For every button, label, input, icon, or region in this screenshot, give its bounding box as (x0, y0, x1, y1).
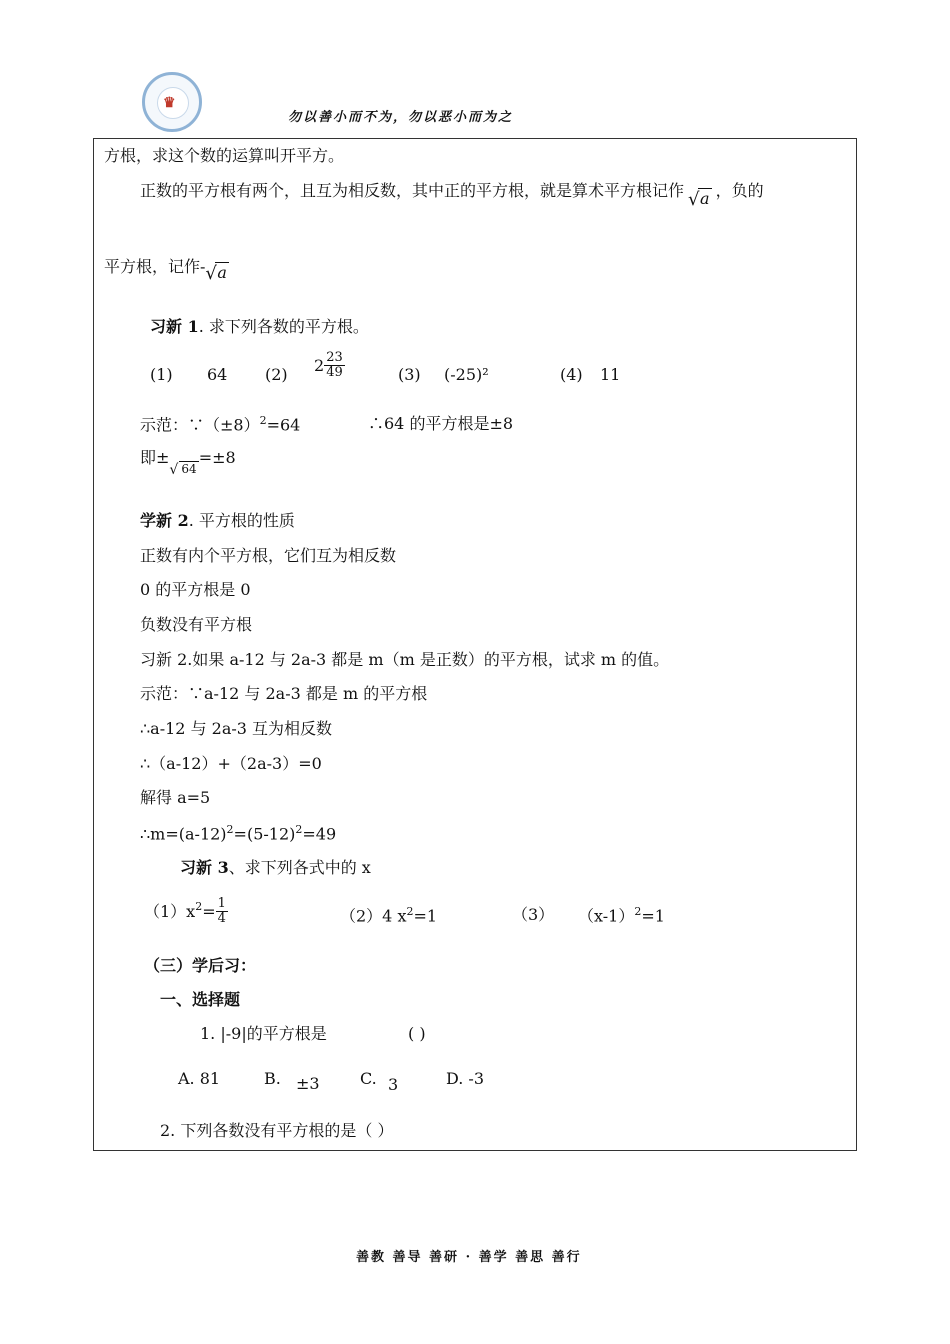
q1-option-c-label: C. (360, 1069, 377, 1088)
positive-root-tail: ，负的 (715, 181, 764, 200)
ex3-item-3-exponent: 2 (634, 905, 642, 918)
ex1-item-4-value: 11 (600, 365, 621, 384)
ex3-item-1-prefix: （1）x (144, 902, 196, 922)
exercise-1-heading (150, 317, 369, 336)
exercise-2: 习新 2.如果 a-12 与 2a-3 都是 m（m 是正数）的平方根，试求 m 的值。 (140, 650, 670, 669)
fraction-numerator: 23 (326, 350, 343, 365)
q1-option-b-label: B. (264, 1069, 281, 1088)
ex1-item-4-label: (4) (560, 365, 583, 384)
demo-2-exponent-1: 2 (226, 823, 234, 836)
question-1-blank: ( ) (408, 1024, 426, 1043)
sqrt-64-symbol: √ 64 (169, 462, 197, 478)
ex1-item-1-label: (1) (150, 365, 173, 384)
ex3-item-2-exponent: 2 (406, 905, 414, 918)
ex3-item-1-exponent: 2 (195, 899, 203, 913)
demo-1-line (140, 414, 300, 435)
ex3-item-2-equals: =1 (413, 906, 438, 926)
demo-1-exponent: 2 (259, 414, 267, 427)
ex3-item-3 (578, 905, 665, 926)
intro-line: 方根，求这个数的运算叫开平方。 (104, 146, 345, 165)
q1-option-a: A. 81 (178, 1069, 221, 1088)
learn-2-heading (140, 511, 295, 530)
school-logo (142, 72, 202, 132)
demo-2-part-3: =49 (302, 824, 337, 844)
q1-option-c-value: 3 (388, 1075, 399, 1094)
logo-emblem-icon (157, 87, 189, 119)
demo-1-prefix: 示范：∵（±8） (140, 415, 260, 435)
footer-slogan: 善教 善导 善研 · 善学 善思 善行 (356, 1250, 582, 1265)
fraction-numerator: 1 (217, 896, 226, 911)
demo-1-result (140, 448, 236, 478)
demo-2-line-3: ∴（a-12）+（2a-3）=0 (140, 754, 322, 773)
negative-root-line (104, 257, 229, 284)
demo-1-conclusion: ∴64 的平方根是±8 (368, 414, 514, 433)
ex3-item-3-equals: =1 (641, 906, 665, 926)
positive-root-line (140, 181, 764, 210)
ex1-item-2-fraction (324, 351, 345, 381)
property-2: 0 的平方根是 0 (140, 580, 251, 599)
ex3-item-1-fraction (216, 897, 228, 927)
ex1-item-2-whole: 2 (314, 356, 325, 376)
header-motto: 勿以善小而不为，勿以恶小而为之 (288, 110, 514, 125)
learn-2-text: . 平方根的性质 (188, 511, 295, 530)
sqrt-a-radicand: a (700, 189, 710, 208)
exercise-1-title: 习新 1 (150, 317, 199, 336)
question-1-stem: 1. |-9|的平方根是 (200, 1024, 327, 1043)
negative-root-text: 平方根，记作- (104, 257, 206, 276)
ex3-item-2 (340, 905, 437, 926)
ex3-item-1-equals: = (202, 902, 216, 922)
demo-2-part-2: =(5-12) (233, 824, 296, 844)
fraction-denominator: 4 (217, 911, 226, 927)
logo-mark-icon: ♛ (163, 95, 176, 111)
sqrt-a-symbol: √ a (688, 189, 710, 210)
sqrt-64-radicand: 64 (181, 462, 197, 476)
demo-2-part-1: ∴m=(a-12) (140, 824, 227, 844)
ex3-item-2-prefix: （2）4 x (340, 906, 407, 926)
question-2-stem: 2. 下列各数没有平方根的是（ ） (160, 1121, 394, 1140)
ex3-item-3-prefix: （x-1） (578, 906, 635, 926)
q1-option-d: D. -3 (446, 1069, 485, 1088)
ex1-item-2-label: (2) (265, 365, 288, 384)
exercise-3-text: 、求下列各式中的 x (228, 858, 371, 877)
demo-1-result-prefix: 即± (140, 448, 170, 467)
sqrt-neg-a-symbol: √ a (205, 263, 227, 284)
exercise-3-title: 习新 3 (180, 858, 229, 877)
demo-2-line-2: ∴a-12 与 2a-3 互为相反数 (140, 719, 333, 738)
ex1-item-1-value: 64 (207, 365, 228, 384)
demo-1-suffix: =64 (266, 415, 301, 435)
sqrt-neg-a-radicand: a (217, 263, 227, 282)
ex1-item-3-label: (3) (398, 365, 421, 384)
learn-2-title: 学新 2 (140, 511, 189, 530)
exercise-3-heading (180, 858, 371, 877)
demo-1-result-suffix: =±8 (198, 448, 236, 467)
demo-2-exponent-2: 2 (295, 823, 303, 836)
q1-option-b-value: ±3 (296, 1074, 320, 1093)
property-3: 负数没有平方根 (140, 615, 253, 634)
ex3-item-1 (144, 897, 228, 927)
ex3-item-3-label: （3） (512, 905, 555, 924)
demo-2-line-1: 示范：∵a-12 与 2a-3 都是 m 的平方根 (140, 684, 428, 703)
positive-root-text: 正数的平方根有两个，且互为相反数，其中正的平方根，就是算术平方根记作 (140, 181, 685, 200)
fraction-denominator: 49 (326, 365, 343, 381)
ex1-item-3-value: (-25)² (444, 365, 489, 384)
ex1-item-2-value (314, 351, 345, 381)
demo-2-line-5 (140, 823, 336, 844)
part-1-heading: 一、选择题 (160, 990, 241, 1009)
demo-2-line-4: 解得 a=5 (140, 788, 211, 807)
exercise-1-text: . 求下列各数的平方根。 (198, 317, 369, 336)
section-3-heading: （三）学后习： (144, 956, 257, 975)
property-1: 正数有内个平方根，它们互为相反数 (140, 546, 397, 565)
